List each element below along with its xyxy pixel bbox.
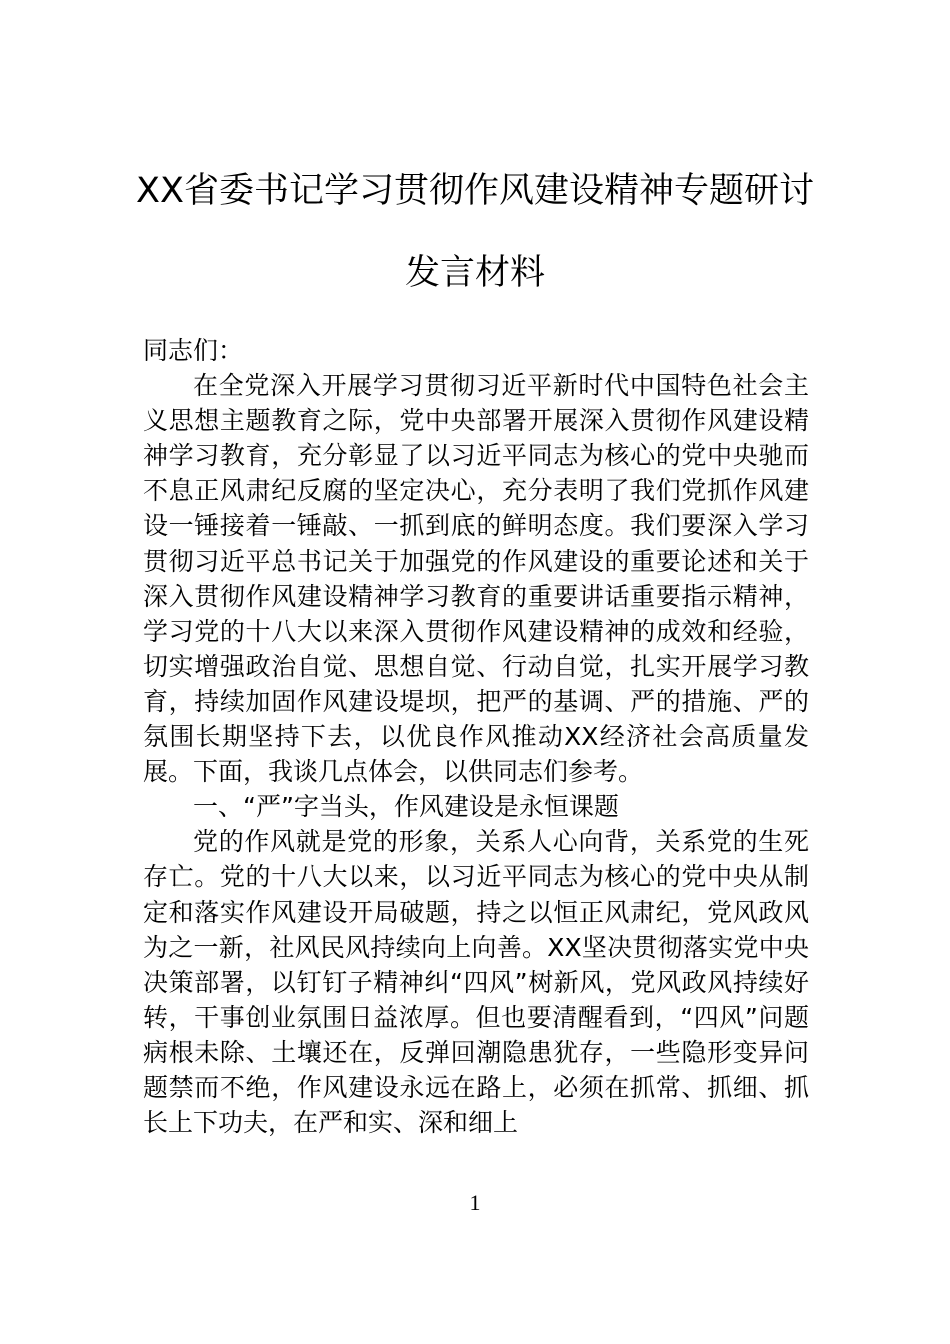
document-body xyxy=(143,333,809,1140)
document-title: XX省委书记学习贯彻作风建设精神专题研讨发言材料 xyxy=(136,171,814,293)
salutation: 同志们： xyxy=(143,336,244,365)
page-number: 1 xyxy=(469,1190,481,1215)
paragraph-section-1: 党的作风就是党的形象，关系人心向背，关系党的生死存亡。党的十八大以来，以习近平同志为核心的党中央从制定和落实作风建设开局破题，持之以恒正风肃纪，党风政风为之一新，社风民风持续向上向善。XX坚决贯彻落实党中央决策部署，以钉钉子精神纠“四风”树新风，党风政风持续好转，干事创业氛围日益浓厚。但也要清醒看到，“四风”问题病根未除、土壤还在，反弹回潮隐患犹存，一些隐形变异问题禁而不绝，作风建设永远在路上，必须在抓常、抓细、抓长上下功夫，在严和实、深和细上 xyxy=(143,827,809,1138)
section-heading-1: 一、“严”字当头，作风建设是永恒课题 xyxy=(193,792,619,822)
paragraph-intro: 在全党深入开展学习贯彻习近平新时代中国特色社会主义思想主题教育之际，党中央部署开展深入贯彻作风建设精神学习教育，充分彰显了以习近平同志为核心的党中央驰而不息正风肃纪反腐的坚定决心，充分表明了我们党抓作风建设一锤接着一锤敲、一抓到底的鲜明态度。我们要深入学习贯彻习近平总书记关于加强党的作风建设的重要论述和关于深入贯彻作风建设精神学习教育的重要讲话重要指示精神，学习党的十八大以来深入贯彻作风建设精神的成效和经验，切实增强政治自觉、思想自觉、行动自觉，扎实开展学习教育，持续加固作风建设堤坝，把严的基调、严的措施、严的氛围长期坚持下去，以优良作风推动XX经济社会高质量发展。下面，我谈几点体会，以供同志们参考。 xyxy=(143,371,809,787)
